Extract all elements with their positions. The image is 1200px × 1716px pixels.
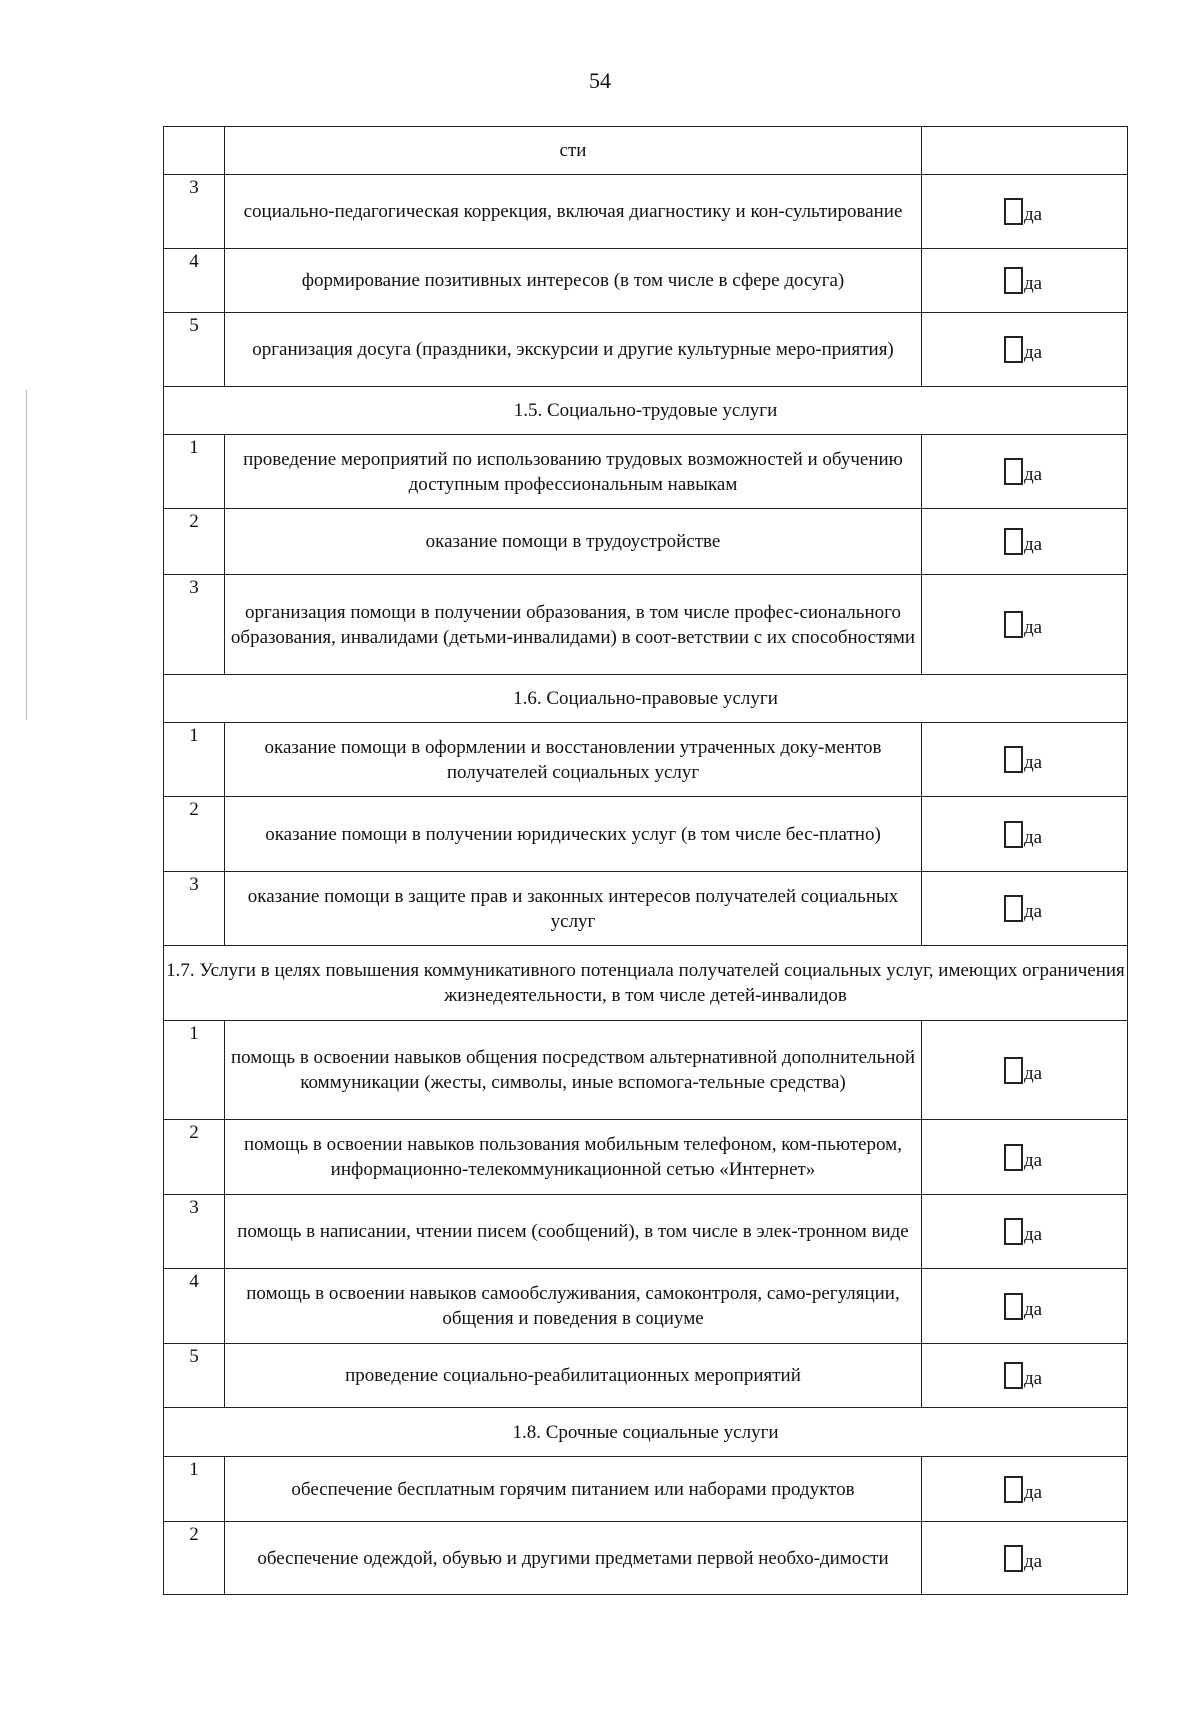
yes-option[interactable] (922, 611, 1127, 638)
checkbox-label: да (1024, 1368, 1043, 1389)
checkbox[interactable] (1004, 198, 1023, 225)
service-description: организация досуга (праздники, экскурсии и другие культурные меро-приятия) (225, 313, 922, 387)
table-row (164, 575, 1128, 675)
checkbox[interactable] (1004, 895, 1023, 922)
yes-option[interactable] (922, 1476, 1127, 1503)
checkbox[interactable] (1004, 336, 1023, 363)
checkbox-label: да (1024, 342, 1043, 363)
checkbox-label: да (1024, 1149, 1043, 1171)
yes-option[interactable] (922, 458, 1127, 485)
row-number: 1 (164, 723, 225, 797)
row-number: 1 (164, 1457, 225, 1522)
checkbox-label: да (1024, 464, 1043, 485)
section-header-row (164, 1408, 1128, 1457)
checkbox-label: да (1024, 273, 1043, 294)
service-description: формирование позитивных интересов (в том числе в сфере досуга) (225, 249, 922, 313)
service-description: помощь в освоении навыков самообслуживания, самоконтроля, само-регуляции, общения и поведения в социуме (225, 1269, 922, 1344)
checkbox[interactable] (1004, 1545, 1023, 1572)
yes-option[interactable] (922, 267, 1127, 294)
row-number: 2 (164, 1120, 225, 1195)
check-cell (922, 1457, 1128, 1522)
checkbox-label: да (1024, 1298, 1043, 1320)
service-description: проведение мероприятий по использованию трудовых возможностей и обучению доступным профессиональным навыкам (225, 435, 922, 509)
table-row (164, 1195, 1128, 1269)
checkbox[interactable] (1004, 1293, 1023, 1320)
checkbox-label: да (1024, 901, 1043, 922)
row-number (164, 127, 225, 175)
yes-option[interactable] (922, 1057, 1127, 1084)
table-row (164, 1120, 1128, 1195)
row-number: 4 (164, 249, 225, 313)
row-number: 3 (164, 872, 225, 946)
row-number: 5 (164, 1344, 225, 1408)
check-cell (922, 1522, 1128, 1595)
table-row (164, 1269, 1128, 1344)
table-row (164, 723, 1128, 797)
table-row (164, 127, 1128, 175)
table-row (164, 797, 1128, 872)
row-number: 1 (164, 1021, 225, 1120)
checkbox[interactable] (1004, 1218, 1023, 1245)
check-cell (922, 872, 1128, 946)
check-cell (922, 1344, 1128, 1408)
check-cell (922, 127, 1128, 175)
service-description: оказание помощи в получении юридических услуг (в том числе бес-платно) (225, 797, 922, 872)
yes-option[interactable] (922, 336, 1127, 363)
check-cell (922, 175, 1128, 249)
check-cell (922, 1021, 1128, 1120)
table-row (164, 313, 1128, 387)
table-row (164, 175, 1128, 249)
row-number: 4 (164, 1269, 225, 1344)
page-number: 54 (589, 68, 611, 93)
yes-option[interactable] (922, 746, 1127, 773)
table-row (164, 249, 1128, 313)
checkbox[interactable] (1004, 821, 1023, 848)
checkbox[interactable] (1004, 611, 1023, 638)
section-title: 1.8. Срочные социальные услуги (164, 1408, 1128, 1457)
table-row (164, 509, 1128, 575)
check-cell (922, 249, 1128, 313)
checkbox[interactable] (1004, 746, 1023, 773)
service-description: проведение социально-реабилитационных мероприятий (225, 1344, 922, 1408)
checkbox[interactable] (1004, 528, 1023, 555)
checkbox-label: да (1024, 534, 1043, 555)
yes-option[interactable] (922, 895, 1127, 922)
service-description: социально-педагогическая коррекция, включая диагностику и кон-сультирование (225, 175, 922, 249)
checkbox-label: да (1024, 1224, 1043, 1245)
checkbox[interactable] (1004, 1057, 1023, 1084)
service-description: оказание помощи в защите прав и законных интересов получателей социальных услуг (225, 872, 922, 946)
yes-option[interactable] (922, 198, 1127, 225)
service-description: помощь в написании, чтении писем (сообщений), в том числе в элек-тронном виде (225, 1195, 922, 1269)
section-title: 1.5. Социально-трудовые услуги (164, 387, 1128, 435)
section-title: 1.6. Социально-правовые услуги (164, 675, 1128, 723)
row-number: 3 (164, 175, 225, 249)
service-description: обеспечение бесплатным горячим питанием или наборами продуктов (225, 1457, 922, 1522)
checkbox-label: да (1024, 617, 1043, 638)
checkbox-label: да (1024, 1062, 1043, 1084)
yes-option[interactable] (922, 528, 1127, 555)
checkbox-label: да (1024, 1481, 1043, 1503)
service-description: помощь в освоении навыков пользования мобильным телефоном, ком-пьютером, информационно-телекоммуникационной сетью «Интернет» (225, 1120, 922, 1195)
checkbox-label: да (1024, 826, 1043, 848)
check-cell (922, 1120, 1128, 1195)
checkbox-label: да (1024, 1550, 1043, 1572)
check-cell (922, 575, 1128, 675)
table-row (164, 435, 1128, 509)
service-description: оказание помощи в оформлении и восстановлении утраченных доку-ментов получателей социальных услуг (225, 723, 922, 797)
check-cell (922, 723, 1128, 797)
row-number: 2 (164, 797, 225, 872)
service-description: оказание помощи в трудоустройстве (225, 509, 922, 575)
table-row (164, 1344, 1128, 1408)
service-description: сти (225, 127, 922, 175)
section-header-row (164, 946, 1128, 1021)
row-number: 2 (164, 509, 225, 575)
table-row (164, 1457, 1128, 1522)
row-number: 5 (164, 313, 225, 387)
row-number: 3 (164, 575, 225, 675)
yes-option[interactable] (922, 1362, 1127, 1389)
check-cell (922, 509, 1128, 575)
checkbox-label: да (1024, 752, 1043, 773)
row-number: 3 (164, 1195, 225, 1269)
scan-line-left (26, 390, 27, 720)
yes-option[interactable] (922, 1144, 1127, 1171)
check-cell (922, 1269, 1128, 1344)
table-row (164, 1522, 1128, 1595)
check-cell (922, 435, 1128, 509)
section-header-row (164, 675, 1128, 723)
yes-option[interactable] (922, 821, 1127, 848)
checkbox[interactable] (1004, 1362, 1023, 1389)
table-row (164, 872, 1128, 946)
yes-option[interactable] (922, 1545, 1127, 1572)
services-table-body (164, 127, 1128, 1595)
yes-option[interactable] (922, 1293, 1127, 1320)
row-number: 1 (164, 435, 225, 509)
service-description: организация помощи в получении образования, в том числе профес-сионального образования, инвалидами (детьми-инвалидами) в соот-ветствии с их способностями (225, 575, 922, 675)
checkbox[interactable] (1004, 1144, 1023, 1171)
checkbox-label: да (1024, 204, 1043, 225)
table-row (164, 1021, 1128, 1120)
checkbox[interactable] (1004, 267, 1023, 294)
check-cell (922, 1195, 1128, 1269)
check-cell (922, 313, 1128, 387)
checkbox[interactable] (1004, 1476, 1023, 1503)
checkbox[interactable] (1004, 458, 1023, 485)
yes-option[interactable] (922, 1218, 1127, 1245)
row-number: 2 (164, 1522, 225, 1595)
section-header-row (164, 387, 1128, 435)
section-title: 1.7. Услуги в целях повышения коммуникативного потенциала получателей социальных услуг, имеющих ограничения жизнедеятельности, в том числе детей-инвалидов (164, 946, 1128, 1021)
services-table (163, 126, 1128, 1595)
check-cell (922, 797, 1128, 872)
service-description: обеспечение одеждой, обувью и другими предметами первой необхо-димости (225, 1522, 922, 1595)
service-description: помощь в освоении навыков общения посредством альтернативной дополнительной коммуникации (жесты, символы, иные вспомога-тельные средства) (225, 1021, 922, 1120)
